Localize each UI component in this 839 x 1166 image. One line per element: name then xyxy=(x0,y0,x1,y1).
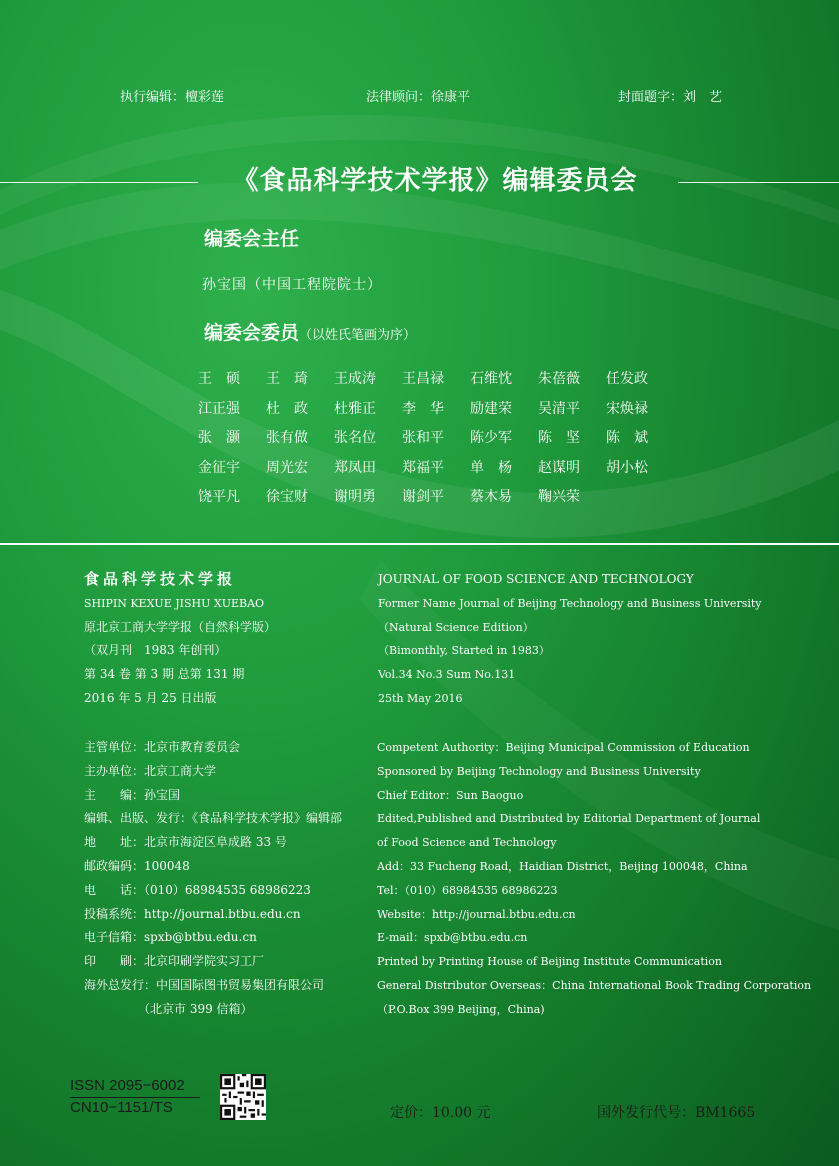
date-cn: 2016 年 5 月 25 日出版 xyxy=(84,690,217,705)
issn-rule xyxy=(70,1097,200,1098)
info-line-cn: 地 址：北京市海淀区阜成路 33 号 xyxy=(84,835,287,850)
member-row xyxy=(198,398,678,428)
member-name: 张名位 xyxy=(334,430,376,446)
member-name: 单 杨 xyxy=(470,459,512,476)
info-line-cn: 海外总发行：中国国际图书贸易集团有限公司 xyxy=(84,977,325,992)
info-line-en: Competent Authority：Beijing Municipal Commission of Education xyxy=(377,741,750,754)
info-line-en: Tel：（010）68984535 68986223 xyxy=(377,883,558,897)
member-name: 李 华 xyxy=(402,400,444,417)
member-name: 王 硕 xyxy=(198,371,240,387)
info-line-cn: 主办单位：北京工商大学 xyxy=(84,763,217,778)
info-line-en: Add：33 Fucheng Road，Haidian District，Beijing 100048，China xyxy=(377,859,748,873)
member-name: 蔡木易 xyxy=(470,489,512,505)
member-name: 石维忱 xyxy=(470,371,512,387)
member-name: 赵谋明 xyxy=(538,459,580,476)
members-heading-row xyxy=(204,318,416,345)
member-name: 陈少军 xyxy=(470,430,512,446)
publication-en xyxy=(378,568,762,711)
member-name: 励建荣 xyxy=(470,400,512,417)
title-rule-left xyxy=(0,182,198,183)
price: 定价：10.00 元 xyxy=(390,1105,491,1121)
info-line-en: E-mail：spxb@btbu.edu.cn xyxy=(377,931,528,945)
chair-heading: 编委会主任 xyxy=(204,228,300,250)
info-cn xyxy=(84,736,342,1022)
member-row xyxy=(198,427,678,457)
info-line-cn: 电 话：（010）68984535 68986223 xyxy=(84,882,311,897)
member-name: 鞠兴荣 xyxy=(538,489,580,505)
info-line-en: Printed by Printing House of Beijing Institute Communication xyxy=(377,955,723,969)
cn-number: CN10−1151/TS xyxy=(70,1099,173,1116)
member-name: 徐宝财 xyxy=(266,489,308,505)
member-name: 陈 斌 xyxy=(606,430,648,446)
info-line-en: Edited,Published and Distributed by Editorial Department of Journal xyxy=(377,812,761,826)
former-name-en: Former Name Journal of Beijing Technology and Business University xyxy=(378,596,762,610)
board-title: 《食品科学技术学报》编辑委员会 xyxy=(232,166,638,196)
qr-code-icon xyxy=(220,1074,266,1120)
info-line-en: Website：http://journal.btbu.edu.cn xyxy=(377,907,576,921)
member-name: 饶平凡 xyxy=(198,489,240,505)
journal-pinyin: SHIPIN KEXUE JISHU XUEBAO xyxy=(84,596,265,610)
member-name: 江正强 xyxy=(198,400,240,417)
executive-editor: 执行编辑：檀彩莲 xyxy=(120,90,225,105)
member-name: 张和平 xyxy=(402,430,444,446)
section-divider xyxy=(0,543,839,545)
member-name: 吴清平 xyxy=(538,400,580,417)
member-name: 郑凤田 xyxy=(334,459,376,476)
cover-inscription: 封面题字：刘 艺 xyxy=(618,90,723,105)
info-line-cn: 邮政编码：100048 xyxy=(84,858,190,873)
info-line-cn: 编辑、出版、发行：《食品科学技术学报》编辑部 xyxy=(84,811,343,826)
member-name: 王昌禄 xyxy=(402,371,444,387)
volume-cn: 第 34 卷 第 3 期 总第 131 期 xyxy=(84,667,245,682)
info-line-cn: 主 编：孙宝国 xyxy=(84,787,181,802)
info-line-cn: 投稿系统：http://journal.btbu.edu.cn xyxy=(84,906,301,921)
member-name: 张有做 xyxy=(266,430,308,446)
info-line-cn: 主管单位：北京市教育委员会 xyxy=(84,740,241,754)
member-name: 王 琦 xyxy=(266,371,308,387)
members-note: （以姓氏笔画为序） xyxy=(299,328,417,343)
info-line-en: General Distributor Overseas：China International Book Trading Corporation xyxy=(377,978,812,992)
journal-name-en: JOURNAL OF FOOD SCIENCE AND TECHNOLOGY xyxy=(378,572,694,586)
date-en: 25th May 2016 xyxy=(378,691,463,705)
former-name-cn: 原北京工商大学学报（自然科学版） xyxy=(84,619,277,634)
info-line-cn: 印 刷：北京印刷学院实习工厂 xyxy=(84,954,265,969)
info-line-en: Sponsored by Beijing Technology and Business University xyxy=(377,764,701,778)
members-heading: 编委会委员 xyxy=(204,322,300,344)
title-rule-right xyxy=(678,182,839,183)
info-line-en: of Food Science and Technology xyxy=(377,836,557,850)
chair-name: 孙宝国（中国工程院院士） xyxy=(202,277,382,293)
member-grid xyxy=(198,368,678,516)
member-name: 杜 政 xyxy=(266,400,308,417)
publication-cn xyxy=(84,568,276,711)
info-line-cn: （北京市 399 信箱） xyxy=(84,1001,253,1016)
member-name: 周光宏 xyxy=(266,459,308,476)
member-name: 金征宇 xyxy=(198,459,240,476)
member-row xyxy=(198,368,678,398)
info-line-en: （P.O.Box 399 Beijing，China) xyxy=(377,1002,545,1016)
journal-name-cn: 食品科学技术学报 xyxy=(84,570,237,588)
legal-advisor: 法律顾问：徐康平 xyxy=(366,90,471,105)
member-name: 陈 坚 xyxy=(538,430,580,446)
footer xyxy=(0,1072,839,1132)
member-name: 王成涛 xyxy=(334,371,376,387)
info-en xyxy=(377,736,811,1022)
member-name: 朱蓓薇 xyxy=(538,371,580,387)
frequency-en: （Bimonthly, Started in 1983） xyxy=(378,644,550,658)
member-name: 胡小松 xyxy=(606,459,648,476)
member-name: 谢剑平 xyxy=(402,489,444,505)
info-line-cn: 电子信箱：spxb@btbu.edu.cn xyxy=(84,930,257,945)
member-row xyxy=(198,457,678,487)
issn-number: ISSN 2095−6002 xyxy=(70,1077,185,1094)
member-name: 张 灏 xyxy=(198,430,240,446)
member-name: 宋焕禄 xyxy=(606,400,648,417)
member-name: 杜雅正 xyxy=(334,400,376,417)
distribution-code: 国外发行代号：BM1665 xyxy=(597,1105,756,1121)
member-row xyxy=(198,486,678,516)
volume-en: Vol.34 No.3 Sum No.131 xyxy=(378,668,516,682)
info-line-en: Chief Editor：Sun Baoguo xyxy=(377,788,524,802)
member-name: 任发政 xyxy=(606,371,648,387)
member-name: 谢明勇 xyxy=(334,489,376,505)
board-title-row xyxy=(0,160,839,204)
edition-en: （Natural Science Edition） xyxy=(378,620,534,634)
member-name: 郑福平 xyxy=(402,459,444,476)
frequency-cn: （双月刊 1983 年创刊） xyxy=(84,643,227,658)
